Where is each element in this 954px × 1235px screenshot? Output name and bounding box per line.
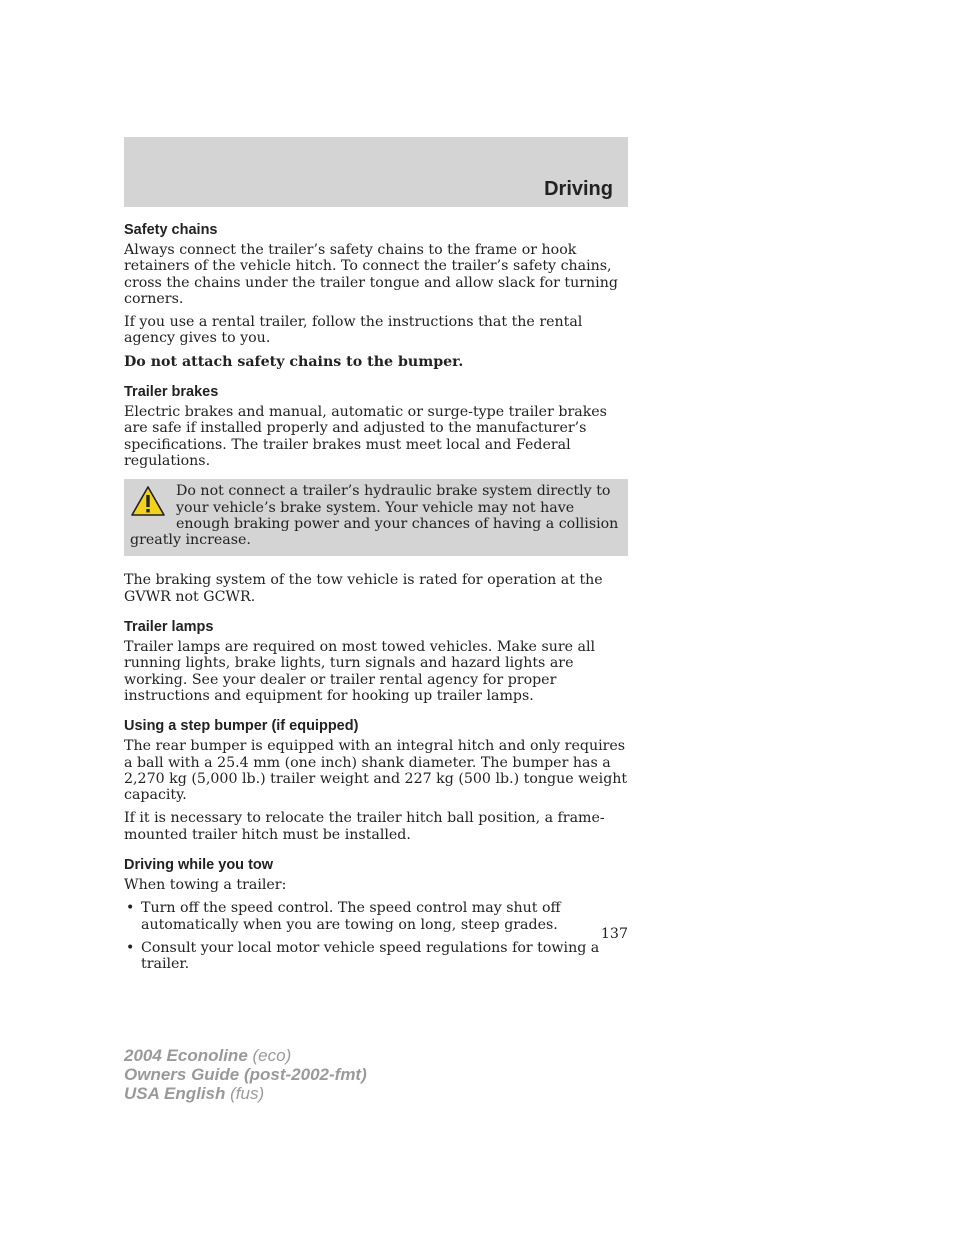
document-footer [124, 1046, 367, 1103]
step-bumper-para-2: If it is necessary to relocate the trailer hitch ball position, a frame-mounted trailer hitch must be installed. [124, 810, 605, 843]
footer-model-code: (eco) [252, 1046, 292, 1065]
warning-text: Do not connect a trailer’s hydraulic brake system directly to your vehicle’s brake system. Your vehicle may not have enough braking power and your chances of having a collision greatly increase. [130, 483, 619, 549]
list-item-text: Turn off the speed control. The speed control may shut off automatically when you are towing on long, steep grades. [141, 900, 561, 933]
trailer-brakes-para-1: Electric brakes and manual, automatic or surge-type trailer brakes are safe if installed properly and adjusted to the manufacturer’s specifications. The trailer brakes must meet local and Federal regulations. [124, 404, 607, 469]
list-item-text: Consult your local motor vehicle speed regulations for towing a trailer. [141, 939, 600, 973]
section-title: Driving [544, 178, 613, 200]
driving-tow-para-1: When towing a trailer: [124, 877, 287, 894]
list-item [124, 940, 628, 973]
safety-chains-para-2: If you use a rental trailer, follow the instructions that the rental agency gives to you. [124, 314, 583, 347]
footer-language: USA English [124, 1084, 226, 1103]
page-content [124, 221, 628, 980]
footer-guide: Owners Guide (post-2002-fmt) [124, 1065, 367, 1084]
bullet-icon: • [126, 939, 135, 956]
heading-safety-chains: Safety chains [124, 222, 218, 238]
bullet-icon: • [126, 900, 135, 917]
trailer-brakes-para-2: The braking system of the tow vehicle is rated for operation at the GVWR not GCWR. [124, 572, 603, 605]
warning-triangle-icon [130, 485, 166, 517]
safety-chains-bumper-note: Do not attach safety chains to the bumper. [124, 353, 464, 370]
section-header-band [124, 137, 628, 207]
heading-trailer-brakes: Trailer brakes [124, 384, 219, 401]
heading-driving-while-tow: Driving while you tow [124, 857, 274, 874]
step-bumper-para-1: The rear bumper is equipped with an integral hitch and only requires a ball with a 25.4 mm (one inch) shank diameter. The bumper has a 2,270 kg (5,000 lb.) trailer weight and 227 kg (500 lb.) tongue weight capacity. [124, 738, 628, 804]
heading-step-bumper: Using a step bumper (if equipped) [124, 718, 359, 735]
page-number: 137 [600, 926, 628, 942]
footer-language-code: (fus) [230, 1084, 265, 1103]
warning-box [124, 479, 628, 556]
footer-model: 2004 Econoline [124, 1046, 248, 1065]
safety-chains-para-1: Always connect the trailer’s safety chains to the frame or hook retainers of the vehicle hitch. To connect the trailer’s safety chains, cross the chains under the trailer tongue and allow slack for turning corners. [124, 242, 618, 307]
heading-trailer-lamps: Trailer lamps [124, 619, 214, 636]
trailer-lamps-para-1: Trailer lamps are required on most towed vehicles. Make sure all running lights, brake lights, turn signals and hazard lights are working. See your dealer or trailer rental agency for proper instructions and equipment for hooking up trailer lamps. [124, 639, 596, 704]
